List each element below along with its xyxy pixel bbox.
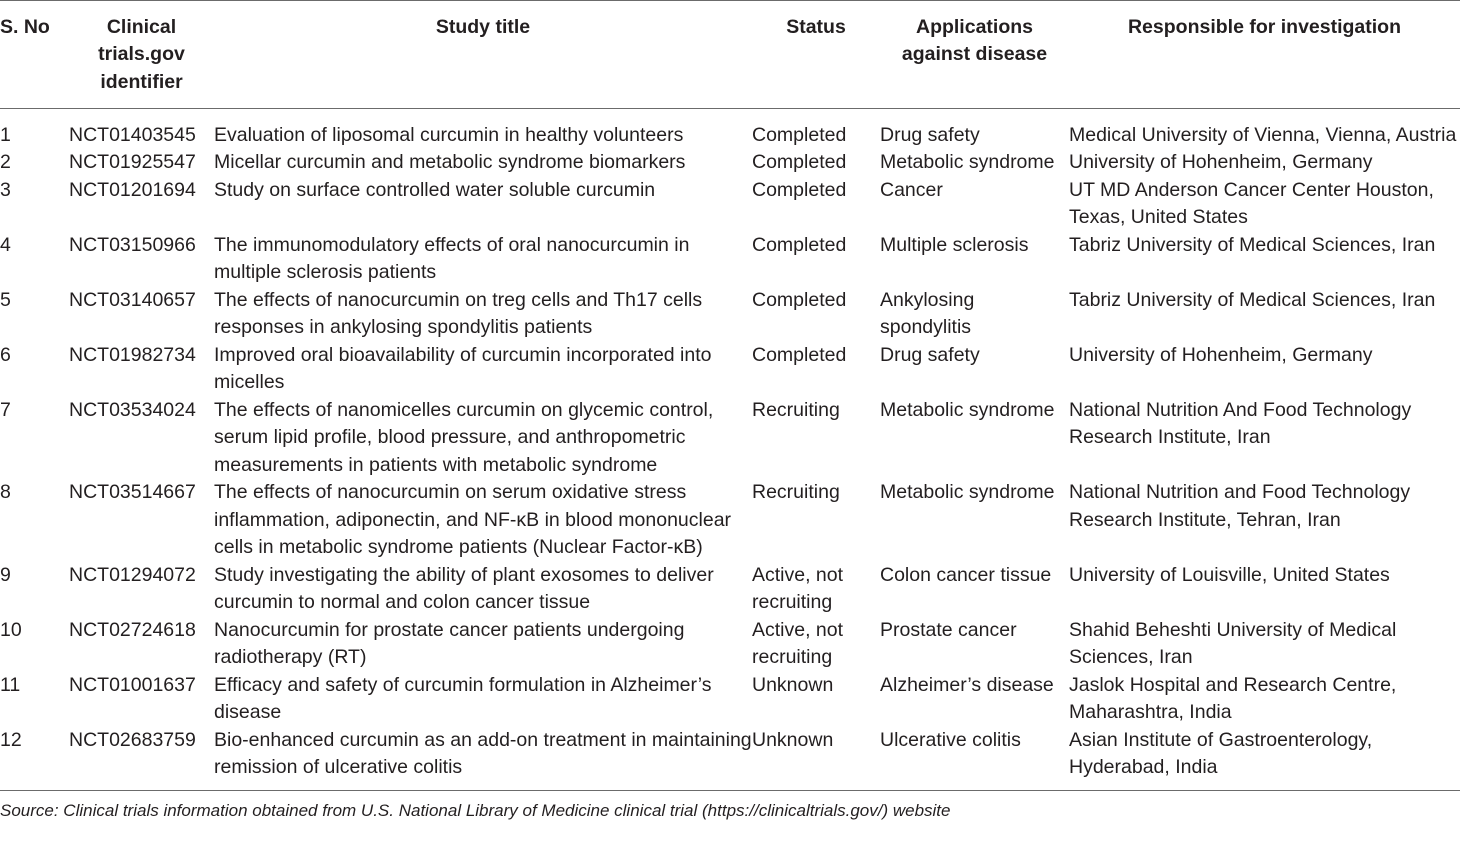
cell-application: Metabolic syndrome (880, 481, 1055, 504)
header-responsible: Responsible for investigation (1127, 16, 1402, 38)
header-status: Status (786, 16, 846, 38)
header-sno: S. No (0, 16, 50, 38)
cell-study-title: Nanocurcumin for prostate cancer patients undergoing radiotherapy (RT) (214, 618, 685, 669)
cell-identifier: NCT01403545 (69, 123, 196, 146)
cell-status: Unknown (752, 728, 834, 751)
cell-sno: 1 (0, 123, 11, 146)
cell-sno: 4 (0, 233, 11, 256)
header-identifier-line2: trials.gov (98, 43, 185, 66)
cell-sno: 12 (0, 728, 22, 751)
cell-application: Multiple sclerosis (880, 233, 1029, 256)
table-row (0, 672, 1460, 727)
header-study-title: Study title (435, 16, 531, 38)
cell-study-title: Study on surface controlled water soluble curcumin (214, 178, 656, 201)
cell-identifier: NCT02683759 (69, 728, 196, 751)
cell-responsible: National Nutrition And Food Technology Research Institute, Iran (1069, 398, 1412, 449)
header-applications-line2: against disease (901, 43, 1048, 66)
cell-application: Ulcerative colitis (880, 728, 1021, 751)
cell-responsible: University of Hohenheim, Germany (1069, 343, 1373, 366)
cell-study-title: The immunomodulatory effects of oral nanocurcumin in multiple sclerosis patients (214, 233, 690, 284)
cell-status: Active, not recruiting (752, 618, 844, 669)
header-row (0, 1, 1460, 109)
cell-identifier: NCT03534024 (69, 398, 196, 421)
cell-identifier: NCT02724618 (69, 618, 196, 641)
cell-identifier: NCT01001637 (69, 673, 196, 696)
cell-responsible: National Nutrition and Food Technology Research Institute, Tehran, Iran (1069, 481, 1411, 531)
cell-status: Active, not recruiting (752, 563, 844, 614)
header-applications-line1: Applications (915, 16, 1033, 38)
table-row (0, 287, 1460, 342)
cell-status: Completed (752, 288, 847, 311)
cell-sno: 9 (0, 563, 11, 586)
header-applications (880, 1, 1069, 109)
cell-status: Completed (752, 178, 847, 201)
cell-study-title: Micellar curcumin and metabolic syndrome biomarkers (214, 151, 686, 174)
table-row (0, 232, 1460, 287)
table-row (0, 479, 1460, 562)
cell-identifier: NCT03150966 (69, 233, 196, 256)
cell-responsible: Asian Institute of Gastroenterology, Hyderabad, India (1069, 728, 1373, 779)
cell-application: Ankylosing spondylitis (880, 288, 975, 339)
table-row (0, 177, 1460, 232)
table-body (0, 108, 1460, 790)
cell-study-title: The effects of nanomicelles curcumin on glycemic control, serum lipid profile, blood pressure, and anthropometric measurements in patients with metabolic syndrome (214, 398, 714, 476)
table-row (0, 397, 1460, 480)
cell-study-title: Efficacy and safety of curcumin formulation in Alzheimer’s disease (214, 673, 712, 724)
cell-application: Drug safety (880, 123, 980, 146)
table-row (0, 108, 1460, 149)
cell-sno: 6 (0, 343, 11, 366)
table-row (0, 727, 1460, 791)
cell-status: Completed (752, 123, 847, 146)
cell-responsible: Tabriz University of Medical Sciences, Iran (1069, 288, 1436, 311)
cell-sno: 8 (0, 481, 11, 504)
header-identifier-line3: identifier (100, 70, 183, 93)
cell-study-title: The effects of nanocurcumin on treg cells and Th17 cells responses in ankylosing spondylitis patients (214, 288, 703, 339)
cell-application: Metabolic syndrome (880, 151, 1055, 174)
cell-identifier: NCT01201694 (69, 178, 196, 201)
cell-application: Cancer (880, 178, 943, 201)
cell-responsible: Tabriz University of Medical Sciences, Iran (1069, 233, 1436, 256)
cell-status: Unknown (752, 673, 834, 696)
cell-status: Recruiting (752, 398, 840, 421)
cell-application: Drug safety (880, 343, 980, 366)
cell-status: Completed (752, 343, 847, 366)
cell-sno: 5 (0, 288, 11, 311)
cell-sno: 7 (0, 398, 11, 421)
cell-responsible: Medical University of Vienna, Vienna, Austria (1069, 123, 1457, 146)
table-row (0, 562, 1460, 617)
cell-responsible: University of Hohenheim, Germany (1069, 151, 1373, 174)
cell-responsible: Jaslok Hospital and Research Centre, Maharashtra, India (1069, 673, 1397, 724)
cell-study-title: Evaluation of liposomal curcumin in healthy volunteers (214, 123, 684, 146)
cell-status: Completed (752, 151, 847, 174)
cell-application: Colon cancer tissue (880, 563, 1052, 586)
source-footnote: Source: Clinical trials information obtained from U.S. National Library of Medicine clinical trial (https://clinicaltrials.gov/) website (0, 800, 951, 820)
table-row (0, 617, 1460, 672)
table-header (0, 1, 1460, 109)
cell-study-title: The effects of nanocurcumin on serum oxidative stress inflammation, adiponectin, and NF-κB in blood mononuclear cells in metabolic syndrome patients (Nuclear Factor-κB) (214, 481, 732, 559)
cell-study-title: Study investigating the ability of plant exosomes to deliver curcumin to normal and colon cancer tissue (214, 563, 714, 614)
cell-application: Alzheimer’s disease (880, 673, 1054, 696)
cell-identifier: NCT03140657 (69, 288, 196, 311)
cell-identifier: NCT01982734 (69, 343, 196, 366)
cell-study-title: Improved oral bioavailability of curcumin incorporated into micelles (214, 343, 712, 394)
cell-sno: 2 (0, 151, 11, 174)
table-row (0, 149, 1460, 177)
cell-application: Metabolic syndrome (880, 398, 1055, 421)
cell-responsible: Shahid Beheshti University of Medical Sciences, Iran (1069, 618, 1397, 669)
table-row (0, 342, 1460, 397)
cell-status: Completed (752, 233, 847, 256)
cell-responsible: University of Louisville, United States (1069, 563, 1390, 586)
cell-identifier: NCT01925547 (69, 151, 196, 174)
cell-sno: 11 (0, 673, 21, 696)
cell-sno: 10 (0, 618, 22, 641)
cell-identifier: NCT03514667 (69, 481, 196, 504)
cell-identifier: NCT01294072 (69, 563, 196, 586)
cell-application: Prostate cancer (880, 618, 1017, 641)
cell-responsible: UT MD Anderson Cancer Center Houston, Texas, United States (1069, 178, 1434, 229)
header-identifier (69, 1, 214, 109)
cell-study-title: Bio-enhanced curcumin as an add-on treatment in maintaining remission of ulcerative colitis (214, 728, 752, 779)
cell-status: Recruiting (752, 481, 840, 504)
header-identifier-line1: Clinical (106, 16, 177, 38)
cell-sno: 3 (0, 178, 11, 201)
